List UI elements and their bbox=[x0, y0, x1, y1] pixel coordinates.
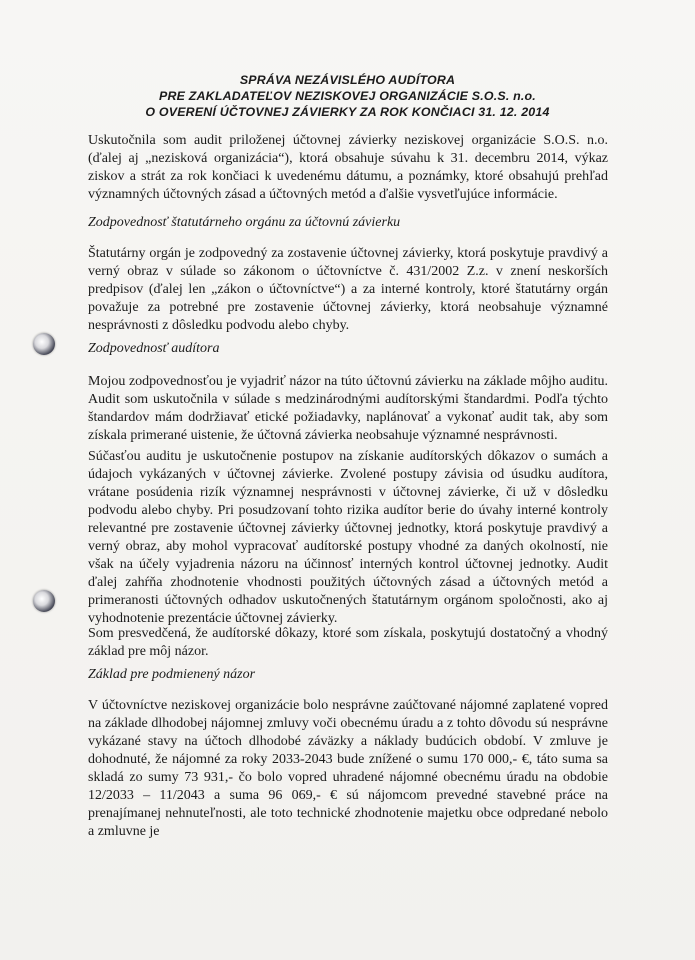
section-heading-basis: Základ pre podmienený názor bbox=[88, 667, 256, 682]
basis-paragraph: V účtovníctve neziskovej organizácie bolo nesprávne zaúčtované nájomné zaplatené vopred na základe dlhodobej nájomnej zmluvy voči obecnému úradu a z tohto dôvodu sú nesprávne vykázané stavy na účtoch dlhodobé záväzky a náklady budúcich období. V zmluve je dohodnuté, že nájomné za roky 2033-2043 bude znížené o sumu 170 000,- €, táto suma sa skladá zo sumy 73 931,- čo bolo vopred uhradené nájomné obecnému úradu na obdobie 12/2033 – 11/2043 a suma 96 069,- € sú nájomcom prevedné stavebné práce na prenajímanej nehnuteľnosti, ale toto technické zhodnotenie majetku obce odpredané nebolo a zmluvne je bbox=[88, 698, 608, 839]
punch-hole-icon bbox=[33, 590, 55, 612]
statutory-paragraph: Štatutárny orgán je zodpovedný za zostavenie účtovnej závierky, ktorá poskytuje pravdivý a verný obraz v súlade so zákonom o účtovníctve č. 431/2002 Z.z. v znení neskorších predpisov (ďalej len „zákon o účtovníctve“) a za interné kontroly, ktoré štatutárny orgán považuje za potrebné pre zostavenie účtovnej závierky, ktorá neobsahuje významné nesprávnosti z dôsledku podvodu alebo chyby. bbox=[88, 246, 608, 333]
auditor-paragraph-2: Súčasťou auditu je uskutočnenie postupov na získanie audítorských dôkazov o sumách a údajoch vykázaných v účtovnej závierke. Zvolené postupy závisia od úsudku audítora, vrátane posúdenia rizík významnej nesprávnosti v účtovnej závierke, či už v dôsledku podvodu alebo chyby. Pri posudzovaní tohto rizika audítor berie do úvahy interné kontroly relevantné pre zostavenie účtovnej závierky účtovnej jednotky, ktorá poskytuje pravdivý a verný obraz, aby mohol vypracovať audítorské postupy vhodné za daných okolností, nie však na účely vyjadrenia názoru na účinnosť interných kontrol účtovnej jednotky. Audit ďalej zahŕňa zhodnotenie vhodnosti použitých účtovných zásad a účtovných metód a primeranosti účtovných odhadov uskutočnených štatutárnym orgánom spoločnosti, ako aj vyhodnotenie prezentácie účtovnej závierky. bbox=[88, 449, 608, 626]
report-period: O OVERENÍ ÚČTOVNEJ ZÁVIERKY ZA ROK KONČIACI 31. 12. 2014 bbox=[145, 105, 550, 119]
punch-hole-icon bbox=[33, 333, 55, 355]
auditor-paragraph-1: Mojou zodpovednosťou je vyjadriť názor na túto účtovnú závierku na základe môjho auditu. Audit som uskutočnila v súlade s medzinárodnými audítorskými štandardmi. Podľa týchto štandardov mám dodržiavať etické požiadavky, naplánovať a vykonať audit tak, aby som získala primerané uistenie, že účtovná závierka neobsahuje významné nesprávnosti. bbox=[88, 374, 608, 443]
report-subtitle: PRE ZAKLADATEĽOV NEZISKOVEJ ORGANIZÁCIE S.O.S. n.o. bbox=[159, 89, 536, 103]
auditor-paragraph-3: Som presvedčená, že audítorské dôkazy, ktoré som získala, poskytujú dostatočný a vhodný základ pre môj názor. bbox=[88, 626, 608, 659]
report-title: SPRÁVA NEZÁVISLÉHO AUDÍTORA bbox=[239, 73, 456, 87]
intro-paragraph: Uskutočnila som audit priloženej účtovnej závierky neziskovej organizácie S.O.S. n.o. (ďalej aj „nezisková organizácia“), ktorá obsahuje súvahu k 31. decembru 2014, výkaz ziskov a strát za rok končiaci k uvedenému dátumu, a poznámky, ktoré obsahujú prehľad významných účtovných zásad a účtovných metód a ďalšie vysvetľujúce informácie. bbox=[88, 133, 608, 202]
section-heading-auditor: Zodpovednosť audítora bbox=[88, 341, 220, 356]
report-header bbox=[0, 72, 695, 120]
section-heading-statutory: Zodpovednosť štatutárneho orgánu za účtovnú závierku bbox=[88, 215, 401, 230]
